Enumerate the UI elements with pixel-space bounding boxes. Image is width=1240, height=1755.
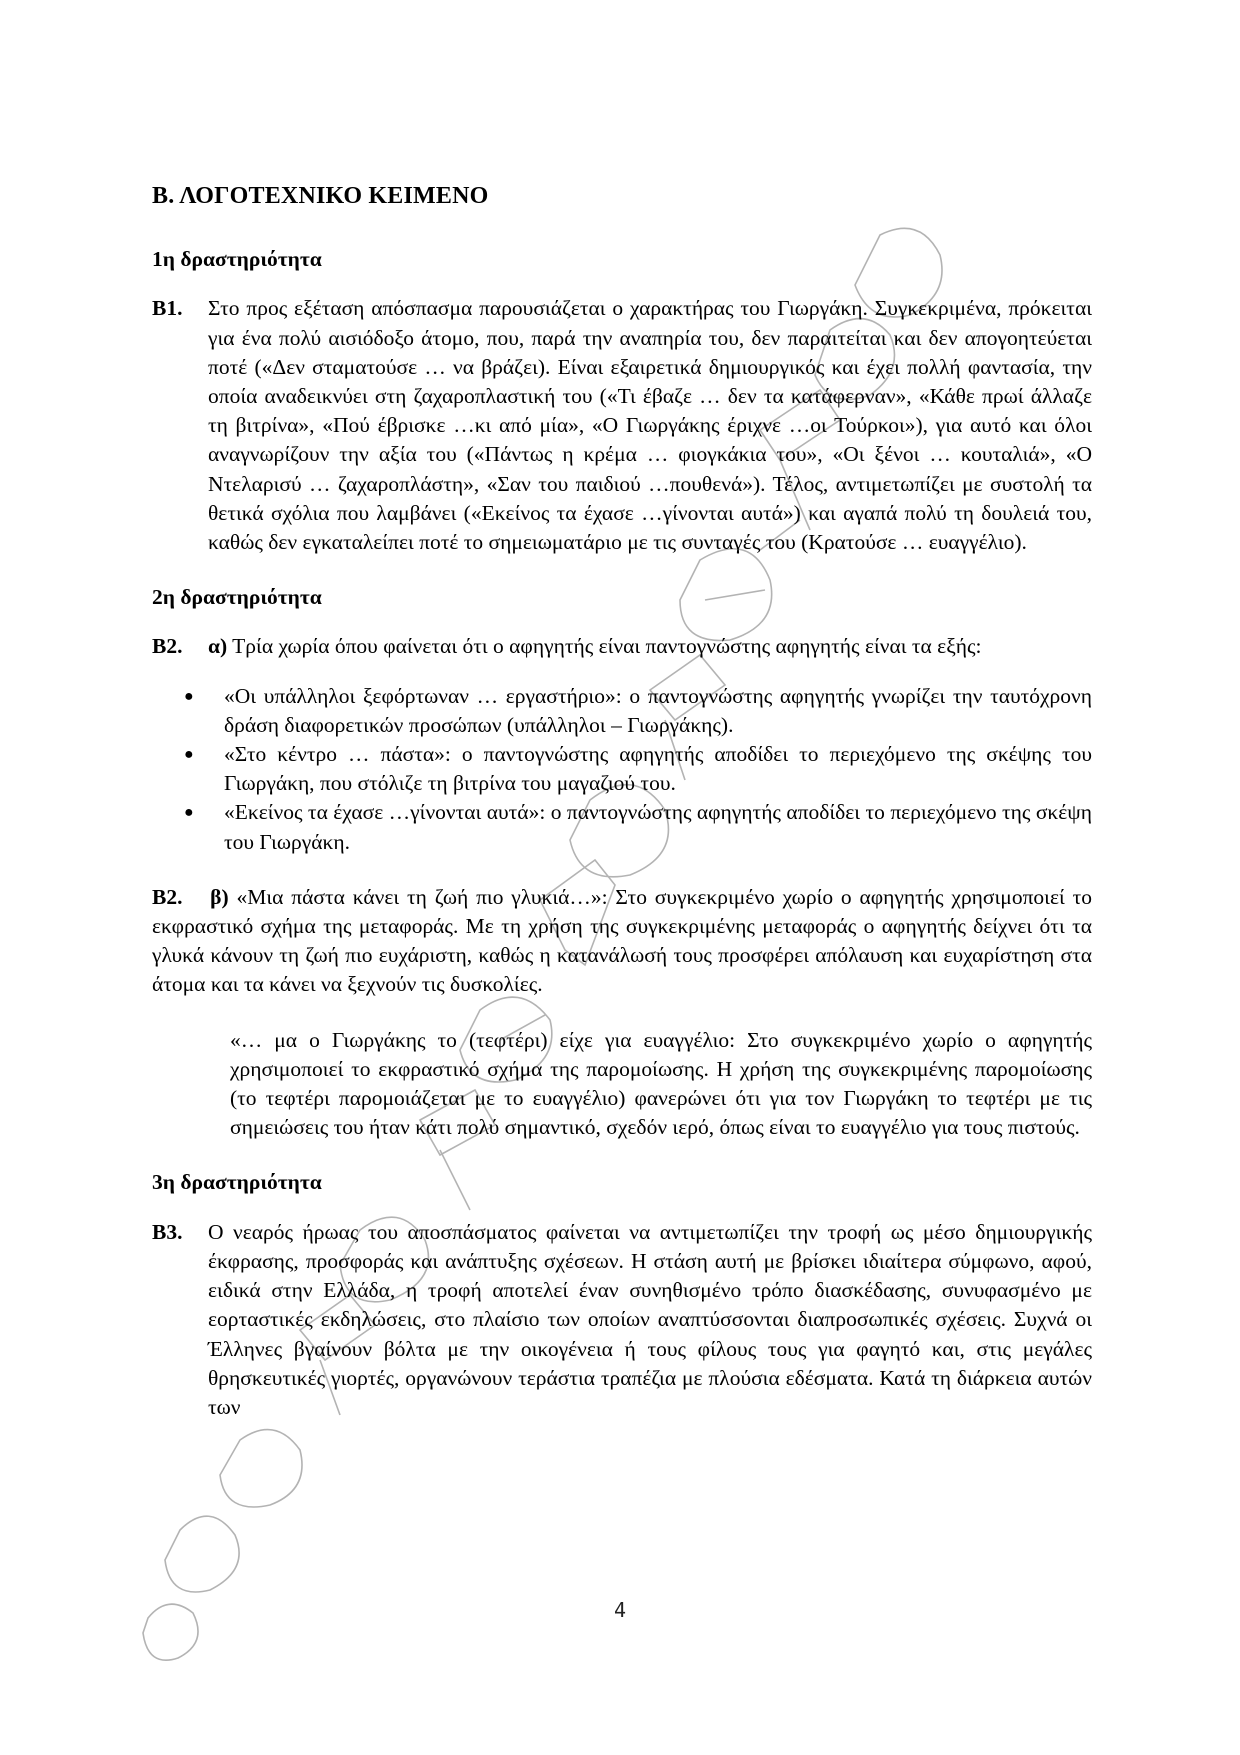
answer-b1-text: Στο προς εξέταση απόσπασμα παρουσιάζεται ο χαρακτήρας του Γιωργάκη. Συγκεκριμένα, πρόκειται για ένα πολύ αισιόδοξο άτομο, που, παρά την αναπηρία του, δεν παραιτείται και δεν απογοητεύεται ποτέ («Δεν σταματούσε … να βράζει). Είναι εξαιρετικά δημιουργικός και έχει πολλή φαντασία, την οποία αναδεικνύει στη ζαχαροπλαστική του («Τι έβαζε … δεν τα κατάφερναν», «Κάθε πρωί άλλαζε τη βιτρίνα», «Πού έβρισκε …κι από μία», «Ο Γιωργάκης έριχνε …οι Τούρκοι»), για αυτό και όλοι αναγνωρίζουν την αξία του («Πάντως η κρέμα … φιογκάκια του», «Οι ξένοι … κουταλιά», «Ο Ντελαρισύ … ζαχαροπλάστη», «Σαν του παιδιού …πουθενά»). Τέλος, αντιμετωπίζει με συστολή τα θετικά σχόλια που λαμβάνει («Εκείνος τα έχασε …γίνονται αυτά») και αγαπά πολύ τη δουλειά του, καθώς δεν εγκαταλείπει ποτέ το σημειωματάριο με τις συνταγές του (Κρατούσε … ευαγγέλιο). [208,296,1092,555]
section-title: Β. ΛΟΓΟΤΕΧΝΙΚΟ ΚΕΙΜΕΝΟ [152,183,489,209]
answer-b2b [152,883,1092,1000]
list-item [184,682,1092,740]
answer-b2a [152,632,1092,661]
answer-b1 [152,294,1092,557]
answer-b2b-para2: «… μα ο Γιωργάκης το (τεφτέρι) είχε για ευαγγέλιο: Στο συγκεκριμένο χωρίο ο αφηγητής χρησιμοποιεί το εκφραστικό σχήμα της παρομοίωσης. Η χρήση της συγκεκριμένης παρομοίωσης (το τεφτέρι παρομοιάζεται με το ευαγγέλιο) φανερώνει ότι για τον Γιωργάκη το τεφτέρι με τις σημειώσεις του ήταν κάτι πολύ σημαντικό, σχεδόν ιερό, όπως είναι το ευαγγέλιο για τους πιστούς. [230,1027,1092,1140]
answer-b3-text: Ο νεαρός ήρωας του αποσπάσματος φαίνεται να αντιμετωπίζει την τροφή ως μέσο δημιουργικής έκφρασης, προσφοράς και ανάπτυξης σχέσεων. Η στάση αυτή με βρίσκει ιδιαίτερα σύμφωνο, αφού, ειδικά στην Ελλάδα, η τροφή αποτελεί έναν συνηθισμένο τρόπο διασκέδασης, συνυφασμένο με εορταστικές εκδηλώσεις, στο πλαίσιο των οποίων αναπτύσσονται διαπροσωπικές σχέσεις. Συχνά οι Έλληνες βγαίνουν βόλτα με την οικογένεια ή τους φίλους τους για φαγητό και, στις μεγάλες θρησκευτικές γιορτές, οργανώνουν τεράστια τραπέζια με πλούσια εδέσματα. Κατά τη διάρκεια αυτών των [208,1219,1092,1419]
answer-b2b-label: Β2. [152,884,183,909]
list-item [184,798,1092,856]
document-body [152,170,1092,1448]
answer-b1-label: Β1. [152,296,183,321]
bullet-icon: ● [184,804,194,822]
answer-b2a-text: Τρία χωρία όπου φαίνεται ότι ο αφηγητής είναι παντογνώστης αφηγητής είναι τα εξής: [232,634,982,659]
list-item [184,740,1092,798]
answer-b3-label: Β3. [152,1219,183,1244]
page-number: 4 [613,1598,627,1622]
answer-b2b-para1: «Μια πάστα κάνει τη ζωή πιο γλυκιά…»: Στο συγκεκριμένο χωρίο ο αφηγητής χρησιμοποιεί το εκφραστικό σχήμα της μεταφοράς. Με τη χρήση της συγκεκριμένης μεταφοράς ο αφηγητής δείχνει ότι τα γλυκά κάνουν τη ζωή πιο ευχάριστη, καθώς η κατανάλωσή τους προσφέρει απόλαυση και ευχαρίστηση στα άτομα και τα κάνει να ξεχνούν τις δυσκολίες. [152,884,1093,997]
answer-b3 [152,1218,1092,1422]
activity-2-heading: 2η δραστηριότητα [152,585,322,610]
bullet-text: «Εκείνος τα έχασε …γίνονται αυτά»: ο παντογνώστης αφηγητής αποδίδει το περιεχόμενο της σκέψη του Γιωργάκη. [224,800,1092,854]
bullet-icon: ● [184,746,194,764]
answer-b2a-bullets [152,682,1092,857]
bullet-text: «Οι υπάλληλοι ξεφόρτωναν … εργαστήριο»: ο παντογνώστης αφηγητής γνωρίζει την ταυτόχρονη δράση διαφορετικών προσώπων (υπάλληλοι – Γιωργάκης). [224,683,1092,737]
answer-b2a-label: Β2. [152,634,183,659]
activity-1-heading: 1η δραστηριότητα [152,247,322,272]
activity-3-heading: 3η δραστηριότητα [152,1170,322,1195]
bullet-text: «Στο κέντρο … πάστα»: ο παντογνώστης αφηγητής αποδίδει το περιεχόμενο της σκέψης του Γιωργάκη, που στόλιζε τη βιτρίνα του μαγαζιού του. [224,742,1092,796]
answer-b2a-sublabel: α) [208,634,228,659]
answer-b2b-sublabel: β) [210,884,229,909]
bullet-icon: ● [184,687,194,705]
